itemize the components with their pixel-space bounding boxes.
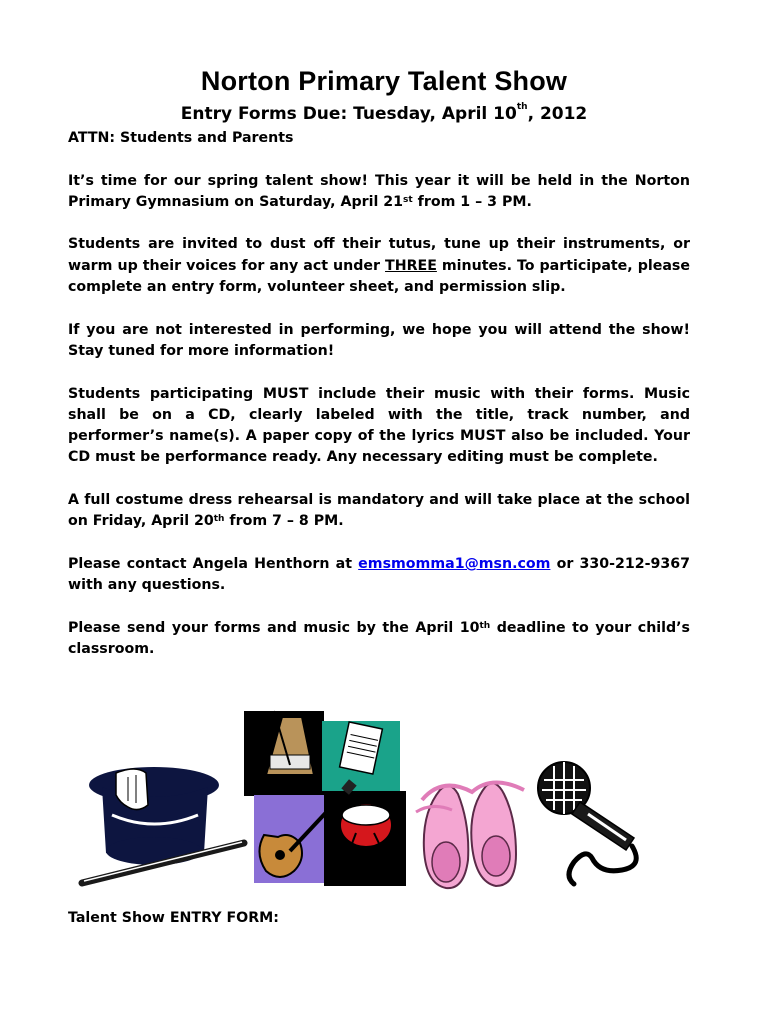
contact-email-link[interactable]: emsmomma1@msn.com [358, 555, 551, 572]
p1-text-b: from 1 – 3 PM. [412, 193, 532, 210]
paragraph-rehearsal [68, 490, 690, 533]
due-date-suffix: , 2012 [527, 104, 588, 124]
letter-body [68, 128, 690, 660]
microphone-icon [534, 758, 656, 888]
paragraph-contact [68, 554, 690, 597]
top-hat-and-cane-icon [76, 755, 251, 890]
p1-text-a: It’s time for our spring talent show! This year it will be held in the Norton Primary Gymnasium on Saturday, April 21 [68, 172, 690, 210]
paragraph-deadline [68, 618, 690, 661]
p1-sup: st [403, 194, 413, 205]
ballet-slippers-icon [412, 772, 530, 897]
due-date-prefix: Entry Forms Due: Tuesday, April 10 [180, 104, 517, 124]
due-date-sup: th [516, 102, 528, 112]
paragraph-music-requirements: Students participating MUST include their music with their forms. Music shall be on a CD, clearly labeled with the title, track number, and performer’s name(s). A paper copy of the lyrics MUST also be included. Your CD must be performance ready. Any necessary editing must be complete. [68, 385, 690, 466]
paragraph-invitation [68, 234, 690, 298]
paragraph-announcement [68, 171, 690, 214]
music-instruments-collage-icon [244, 703, 409, 888]
p5-text-b: from 7 – 8 PM. [224, 513, 344, 530]
paragraph-attend: If you are not interested in performing, we hope you will attend the show! Stay tuned for more information! [68, 321, 690, 359]
p7-text-b: deadline to your child’s classroom. [68, 619, 691, 658]
p2-text-b: minutes. To participate, please complete an entry form, volunteer sheet, and permission slip. [68, 257, 690, 296]
page-title: Norton Primary Talent Show [200, 66, 568, 96]
p7-sup: th [479, 620, 491, 631]
p5-text-a: A full costume dress rehearsal is mandatory and will take place at the school on Friday, April 20 [68, 492, 690, 530]
entry-form-label: Talent Show ENTRY FORM: [68, 910, 279, 926]
attn-line: ATTN: Students and Parents [68, 130, 294, 146]
p7-text-a: Please send your forms and music by the April 10 [68, 619, 480, 636]
p5-sup: th [213, 514, 225, 525]
due-date-subtitle [0, 104, 768, 124]
p6-text-a: Please contact Angela Henthorn at [68, 555, 359, 572]
p2-emphasis: THREE [385, 257, 437, 274]
p2-text-a: Students are invited to dust off their tutus, tune up their instruments, or warm up their voices for any act under [68, 236, 690, 274]
p6-text-b: or 330-212-9367 with any questions. [68, 555, 691, 594]
